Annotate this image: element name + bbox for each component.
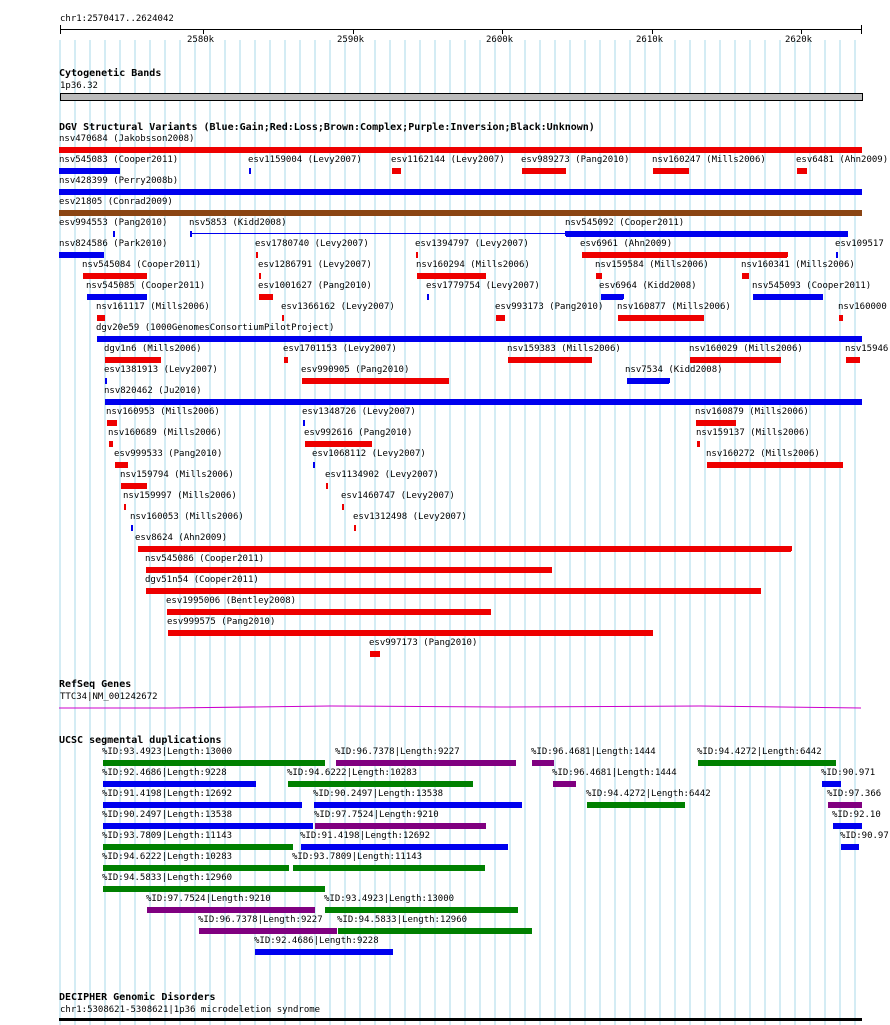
segdup-feature-bar[interactable] xyxy=(103,760,325,766)
dgv-feature-label[interactable]: nsv545093 (Cooper2011) xyxy=(752,281,872,291)
segdup-feature-label[interactable]: %ID:94.6222|Length:10283 xyxy=(287,768,418,778)
segdup-feature-label[interactable]: %ID:94.4272|Length:6442 xyxy=(697,747,822,757)
segdup-feature-bar[interactable] xyxy=(255,949,393,955)
segdup-feature-label[interactable]: %ID:90.2497|Length:13538 xyxy=(313,789,444,799)
segdup-feature-bar[interactable] xyxy=(698,760,836,766)
dgv-feature-bar[interactable] xyxy=(416,252,418,258)
dgv-feature-label[interactable]: esv1286791 (Levy2007) xyxy=(258,260,372,270)
dgv-feature-bar[interactable] xyxy=(83,273,147,279)
dgv-feature-label[interactable]: esv1780740 (Levy2007) xyxy=(255,239,369,249)
dgv-feature-span-end xyxy=(138,546,139,551)
dgv-feature-label[interactable]: nsv160877 (Mills2006) xyxy=(617,302,731,312)
dgv-feature-bar[interactable] xyxy=(326,483,328,489)
dgv-feature-label[interactable]: esv1460747 (Levy2007) xyxy=(341,491,455,501)
dgv-feature-bar[interactable] xyxy=(696,420,736,426)
dgv-feature-span[interactable] xyxy=(582,254,787,255)
dgv-feature-label[interactable]: esv1394797 (Levy2007) xyxy=(415,239,529,249)
dgv-feature-label[interactable]: nsv7534 (Kidd2008) xyxy=(625,365,723,375)
dgv-feature-label[interactable]: esv1381913 (Levy2007) xyxy=(104,365,218,375)
segdup-feature-label[interactable]: %ID:93.4923|Length:13000 xyxy=(324,894,455,904)
dgv-feature-bar[interactable] xyxy=(105,399,862,405)
dgv-feature-bar[interactable] xyxy=(522,168,566,174)
dgv-feature-bar[interactable] xyxy=(690,357,781,363)
refseq-track-title[interactable]: RefSeq Genes xyxy=(59,679,132,690)
segdup-feature-bar[interactable] xyxy=(336,760,516,766)
dgv-feature-bar[interactable] xyxy=(259,273,261,279)
dgv-feature-span-end xyxy=(582,252,583,257)
cytoband-label: 1p36.32 xyxy=(60,81,98,91)
segdup-feature-bar[interactable] xyxy=(833,823,862,829)
dgv-feature-bar[interactable] xyxy=(249,168,251,174)
dgv-feature-bar[interactable] xyxy=(342,504,344,510)
dgv-feature-bar[interactable] xyxy=(146,588,761,594)
segdup-feature-bar[interactable] xyxy=(532,760,554,766)
dgv-feature-bar[interactable] xyxy=(282,315,284,321)
dgv-feature-label[interactable]: nsv545085 (Cooper2011) xyxy=(86,281,206,291)
segdup-feature-label[interactable]: %ID:94.4272|Length:6442 xyxy=(586,789,711,799)
dgv-feature-bar[interactable] xyxy=(105,357,161,363)
dgv-feature-label[interactable]: esv992616 (Pang2010) xyxy=(304,428,413,438)
dgv-feature-bar[interactable] xyxy=(97,336,862,342)
dgv-feature-span-end xyxy=(623,294,624,299)
segdup-feature-label[interactable]: %ID:96.7378|Length:9227 xyxy=(198,915,323,925)
segdup-feature-bar[interactable] xyxy=(147,907,315,913)
dgv-feature-label[interactable]: nsv160341 (Mills2006) xyxy=(741,260,855,270)
segdup-feature-bar[interactable] xyxy=(587,802,685,808)
ruler-right-end xyxy=(861,25,862,34)
dgv-feature-label[interactable]: nsv159794 (Mills2006) xyxy=(120,470,234,480)
ruler-tick-label: 2620k xyxy=(785,35,813,45)
dgv-feature-label[interactable]: esv999533 (Pang2010) xyxy=(114,449,223,459)
decipher-track-title[interactable]: DECIPHER Genomic Disorders xyxy=(59,992,216,1003)
dgv-feature-bar[interactable] xyxy=(417,273,486,279)
dgv-feature-label[interactable]: dgv20e59 (1000GenomesConsortiumPilotProject) xyxy=(96,323,335,333)
dgv-feature-label[interactable]: esv999575 (Pang2010) xyxy=(167,617,276,627)
segdup-feature-bar[interactable] xyxy=(103,865,289,871)
dgv-feature-label[interactable]: nsv160029 (Mills2006) xyxy=(689,344,803,354)
dgv-feature-span-end xyxy=(601,294,602,299)
segdup-feature-bar[interactable] xyxy=(293,865,485,871)
ruler-tick xyxy=(502,29,503,34)
segdup-feature-label[interactable]: %ID:90.971 xyxy=(821,768,876,778)
ruler-tick xyxy=(801,29,802,34)
dgv-feature-label[interactable]: nsv545092 (Cooper2011) xyxy=(565,218,685,228)
dgv-feature-label[interactable]: nsv545086 (Cooper2011) xyxy=(145,554,265,564)
dgv-feature-label[interactable]: nsv160000 xyxy=(838,302,887,312)
dgv-feature-label[interactable]: esv21805 (Conrad2009) xyxy=(59,197,173,207)
dgv-feature-span-end xyxy=(787,252,788,257)
dgv-feature-bar[interactable] xyxy=(59,252,104,258)
dgv-feature-label[interactable]: nsv160294 (Mills2006) xyxy=(416,260,530,270)
dgv-feature-bar[interactable] xyxy=(87,294,147,300)
dgv-feature-bar[interactable] xyxy=(566,231,848,237)
dgv-feature-label[interactable]: nsv15946 xyxy=(845,344,889,354)
decipher-item-label[interactable]: chr1:5308621-5308621|1p36 microdeletion syndrome xyxy=(60,1005,321,1015)
dgv-feature-span-end xyxy=(669,378,670,383)
dgv-feature-label[interactable]: dgv51n54 (Cooper2011) xyxy=(145,575,259,585)
dgv-feature-label[interactable]: esv109517 xyxy=(835,239,884,249)
ruler-line xyxy=(60,29,862,30)
segdup-feature-label[interactable]: %ID:96.7378|Length:9227 xyxy=(335,747,460,757)
dgv-feature-bar[interactable] xyxy=(427,294,429,300)
dgv-feature-bar[interactable] xyxy=(797,168,807,174)
ruler-tick-label: 2580k xyxy=(187,35,215,45)
ruler-tick-label: 2590k xyxy=(337,35,365,45)
dgv-feature-label[interactable]: esv1701153 (Levy2007) xyxy=(283,344,397,354)
segdup-feature-bar[interactable] xyxy=(103,844,293,850)
dgv-feature-bar[interactable] xyxy=(596,273,602,279)
ruler-tick xyxy=(353,29,354,34)
ruler-tick-label: 2610k xyxy=(636,35,664,45)
dgv-feature-label[interactable]: esv1159004 (Levy2007) xyxy=(248,155,362,165)
dgv-feature-label[interactable]: nsv160053 (Mills2006) xyxy=(130,512,244,522)
dgv-feature-bar[interactable] xyxy=(168,630,653,636)
dgv-feature-label[interactable]: nsv470684 (Jakobsson2008) xyxy=(59,134,195,144)
dgv-feature-label[interactable]: esv1348726 (Levy2007) xyxy=(302,407,416,417)
dgv-feature-label[interactable]: nsv159137 (Mills2006) xyxy=(696,428,810,438)
dgv-feature-span-end xyxy=(190,231,191,236)
dgv-feature-bar[interactable] xyxy=(707,462,843,468)
segdup-feature-bar[interactable] xyxy=(338,928,532,934)
dgv-feature-bar[interactable] xyxy=(284,357,288,363)
dgv-feature-bar[interactable] xyxy=(124,504,126,510)
segdup-feature-label[interactable]: %ID:94.5833|Length:12960 xyxy=(337,915,468,925)
segdup-feature-label[interactable]: %ID:91.4198|Length:12692 xyxy=(300,831,431,841)
dgv-feature-bar[interactable] xyxy=(97,315,105,321)
segdup-feature-label[interactable]: %ID:94.6222|Length:10283 xyxy=(102,852,233,862)
dgv-feature-label[interactable]: nsv160272 (Mills2006) xyxy=(706,449,820,459)
segdup-feature-label[interactable]: %ID:91.4198|Length:12692 xyxy=(102,789,233,799)
segdup-feature-bar[interactable] xyxy=(301,844,508,850)
dgv-feature-bar[interactable] xyxy=(354,525,356,531)
dgv-feature-bar[interactable] xyxy=(601,294,623,300)
dgv-feature-label[interactable]: nsv160247 (Mills2006) xyxy=(652,155,766,165)
dgv-feature-label[interactable]: esv1779754 (Levy2007) xyxy=(426,281,540,291)
dgv-feature-bar[interactable] xyxy=(305,441,372,447)
dgv-feature-bar[interactable] xyxy=(59,189,862,195)
dgv-feature-bar[interactable] xyxy=(836,252,838,258)
dgv-feature-label[interactable]: esv6961 (Ahn2009) xyxy=(580,239,673,249)
dgv-feature-label[interactable]: esv1366162 (Levy2007) xyxy=(281,302,395,312)
dgv-feature-label[interactable]: nsv824586 (Park2010) xyxy=(59,239,168,249)
segdup-feature-bar[interactable] xyxy=(553,781,576,787)
segdup-feature-label[interactable]: %ID:97.7524|Length:9210 xyxy=(314,810,439,820)
dgv-feature-bar[interactable] xyxy=(846,357,860,363)
dgv-feature-bar[interactable] xyxy=(105,378,107,384)
dgv-feature-span-end xyxy=(791,546,792,551)
segdup-feature-label[interactable]: %ID:96.4681|Length:1444 xyxy=(531,747,656,757)
dgv-feature-label[interactable]: esv989273 (Pang2010) xyxy=(521,155,630,165)
dgv-feature-label[interactable]: nsv5853 (Kidd2008) xyxy=(189,218,287,228)
dgv-feature-bar[interactable] xyxy=(59,210,862,216)
dgv-feature-span-end xyxy=(565,231,566,236)
dgv-feature-bar[interactable] xyxy=(302,378,449,384)
dgv-feature-bar[interactable] xyxy=(59,147,862,153)
dgv-feature-bar[interactable] xyxy=(697,441,700,447)
dgv-feature-bar[interactable] xyxy=(582,252,787,258)
dgv-feature-bar[interactable] xyxy=(59,168,120,174)
dgv-feature-bar[interactable] xyxy=(131,525,133,531)
dgv-feature-label[interactable]: esv1995006 (Bentley2008) xyxy=(166,596,297,606)
dgv-feature-bar[interactable] xyxy=(146,567,552,573)
dgv-feature-span[interactable] xyxy=(627,380,669,381)
dgv-feature-label[interactable]: nsv159383 (Mills2006) xyxy=(507,344,621,354)
dgv-feature-label[interactable]: nsv160953 (Mills2006) xyxy=(106,407,220,417)
segdup-feature-bar[interactable] xyxy=(314,802,522,808)
dgv-feature-bar[interactable] xyxy=(753,294,823,300)
dgv-feature-label[interactable]: esv990905 (Pang2010) xyxy=(301,365,410,375)
dgv-feature-label[interactable]: esv997173 (Pang2010) xyxy=(369,638,478,648)
dgv-feature-bar[interactable] xyxy=(303,420,305,426)
dgv-feature-label[interactable]: dgv1n6 (Mills2006) xyxy=(104,344,202,354)
ruler-location: chr1:2570417..2624042 xyxy=(60,14,174,24)
dgv-track-title[interactable]: DGV Structural Variants (Blue:Gain;Red:Loss;Brown:Complex;Purple:Inversion;Black:Unknown) xyxy=(59,122,595,133)
segdup-feature-label[interactable]: %ID:92.4686|Length:9228 xyxy=(254,936,379,946)
dgv-feature-bar[interactable] xyxy=(115,462,128,468)
dgv-feature-label[interactable]: nsv545083 (Cooper2011) xyxy=(59,155,179,165)
dgv-feature-bar[interactable] xyxy=(256,252,258,258)
dgv-feature-bar[interactable] xyxy=(259,294,273,300)
dgv-feature-label[interactable]: nsv160879 (Mills2006) xyxy=(695,407,809,417)
segdup-feature-bar[interactable] xyxy=(315,823,486,829)
dgv-feature-bar[interactable] xyxy=(839,315,843,321)
ruler-tick xyxy=(203,29,204,34)
segdup-feature-bar[interactable] xyxy=(288,781,473,787)
dgv-feature-bar[interactable] xyxy=(370,651,380,657)
dgv-feature-span[interactable] xyxy=(601,296,623,297)
dgv-feature-label[interactable]: esv1312498 (Levy2007) xyxy=(353,512,467,522)
refseq-gene-line[interactable] xyxy=(0,700,890,714)
dgv-feature-bar[interactable] xyxy=(138,546,791,552)
segdup-feature-label[interactable]: %ID:92.4686|Length:9228 xyxy=(102,768,227,778)
dgv-feature-bar[interactable] xyxy=(618,315,704,321)
dgv-feature-label[interactable]: esv1134902 (Levy2007) xyxy=(325,470,439,480)
decipher-item-bar[interactable] xyxy=(59,1018,862,1021)
dgv-feature-bar[interactable] xyxy=(392,168,401,174)
dgv-feature-label[interactable]: nsv161117 (Mills2006) xyxy=(96,302,210,312)
segdup-feature-label[interactable]: %ID:96.4681|Length:1444 xyxy=(552,768,677,778)
dgv-feature-span[interactable] xyxy=(138,548,791,549)
segdup-feature-bar[interactable] xyxy=(199,928,337,934)
segdup-feature-label[interactable]: %ID:90.97 xyxy=(840,831,889,841)
dgv-feature-label[interactable]: nsv160689 (Mills2006) xyxy=(108,428,222,438)
segdup-feature-label[interactable]: %ID:90.2497|Length:13538 xyxy=(102,810,233,820)
dgv-feature-label[interactable]: esv994553 (Pang2010) xyxy=(59,218,168,228)
cytoband-bar[interactable] xyxy=(60,93,863,101)
dgv-feature-bar[interactable] xyxy=(742,273,749,279)
dgv-feature-label[interactable]: nsv428399 (Perry2008b) xyxy=(59,176,179,186)
dgv-feature-bar[interactable] xyxy=(313,462,315,468)
dgv-feature-bar[interactable] xyxy=(167,609,491,615)
segdup-feature-label[interactable]: %ID:97.366 xyxy=(827,789,882,799)
dgv-feature-bar[interactable] xyxy=(496,315,505,321)
dgv-feature-label[interactable]: nsv159584 (Mills2006) xyxy=(595,260,709,270)
dgv-feature-span-end xyxy=(627,378,628,383)
ruler-left-end xyxy=(60,25,61,34)
dgv-feature-span[interactable] xyxy=(190,233,565,234)
dgv-feature-bar[interactable] xyxy=(627,378,669,384)
segdup-feature-bar[interactable] xyxy=(325,907,518,913)
dgv-feature-label[interactable]: nsv159997 (Mills2006) xyxy=(123,491,237,501)
segdup-feature-label[interactable]: %ID:93.7809|Length:11143 xyxy=(292,852,423,862)
ruler-tick xyxy=(652,29,653,34)
dgv-feature-bar[interactable] xyxy=(653,168,689,174)
segdup-feature-label[interactable]: %ID:94.5833|Length:12960 xyxy=(102,873,233,883)
dgv-feature-label[interactable]: esv1001627 (Pang2010) xyxy=(258,281,372,291)
dgv-feature-bar[interactable] xyxy=(121,483,147,489)
segdup-feature-bar[interactable] xyxy=(822,781,841,787)
dgv-feature-label[interactable]: esv1068112 (Levy2007) xyxy=(312,449,426,459)
segdup-feature-bar[interactable] xyxy=(103,781,256,787)
segdup-feature-label[interactable]: %ID:93.7809|Length:11143 xyxy=(102,831,233,841)
dgv-feature-bar[interactable] xyxy=(107,420,117,426)
segdup-feature-bar[interactable] xyxy=(103,802,302,808)
dgv-feature-label[interactable]: esv1162144 (Levy2007) xyxy=(391,155,505,165)
ruler-tick-label: 2600k xyxy=(486,35,514,45)
segdup-feature-label[interactable]: %ID:97.7524|Length:9210 xyxy=(146,894,271,904)
dgv-feature-label[interactable]: esv6481 (Ahn2009) xyxy=(796,155,889,165)
segdup-feature-label[interactable]: %ID:92.10 xyxy=(832,810,881,820)
dgv-feature-label[interactable]: nsv820462 (Ju2010) xyxy=(104,386,202,396)
segdup-feature-bar[interactable] xyxy=(103,886,325,892)
dgv-feature-bar[interactable] xyxy=(109,441,113,447)
dgv-feature-label[interactable]: esv6964 (Kidd2008) xyxy=(599,281,697,291)
dgv-feature-label[interactable]: nsv545084 (Cooper2011) xyxy=(82,260,202,270)
dgv-feature-label[interactable]: esv8624 (Ahn2009) xyxy=(135,533,228,543)
refseq-gene-label[interactable]: TTC34|NM_001242672 xyxy=(60,692,158,702)
segdup-feature-label[interactable]: %ID:93.4923|Length:13000 xyxy=(102,747,233,757)
segdup-feature-bar[interactable] xyxy=(828,802,862,808)
segdup-track-title[interactable]: UCSC segmental duplications xyxy=(59,735,222,746)
segdup-feature-bar[interactable] xyxy=(103,823,313,829)
dgv-feature-bar[interactable] xyxy=(508,357,592,363)
dgv-feature-bar[interactable] xyxy=(113,231,115,237)
segdup-feature-bar[interactable] xyxy=(841,844,859,850)
cytoband-track-title[interactable]: Cytogenetic Bands xyxy=(59,68,162,79)
dgv-feature-label[interactable]: esv993173 (Pang2010) xyxy=(495,302,604,312)
